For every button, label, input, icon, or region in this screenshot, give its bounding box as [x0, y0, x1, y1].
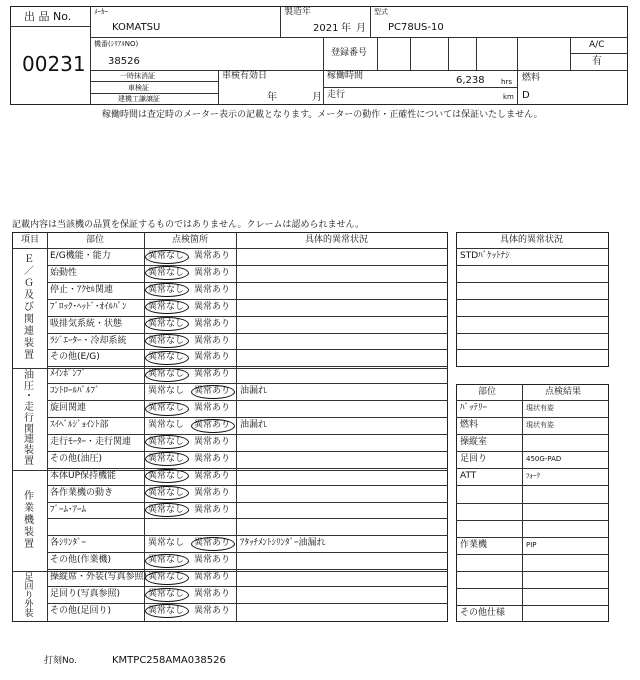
divider: [90, 37, 628, 38]
part-label: E/G機能・能力: [50, 251, 111, 261]
part-label: 各作業機の動き: [50, 487, 114, 498]
row-divider: [456, 417, 609, 418]
ok-circle-mark: [145, 250, 189, 264]
ok-circle-mark: [145, 486, 189, 500]
expiry-month-unit: 月: [312, 92, 322, 103]
row-divider: [456, 299, 609, 300]
group-char: 作: [24, 490, 34, 502]
divider: [410, 37, 411, 70]
ng-option: 異常あり: [194, 504, 231, 515]
group-char: 置: [24, 455, 34, 467]
row-divider: [47, 299, 448, 300]
result-value: PIP: [526, 540, 537, 549]
ok-option: 異常なし: [148, 453, 185, 464]
ng-option: 異常あり: [194, 267, 231, 278]
ng-option: 異常あり: [194, 335, 231, 346]
part-label: 吸排気系統・状態: [50, 318, 123, 329]
row-divider: [456, 316, 609, 317]
ng-option: 異常あり: [194, 386, 231, 397]
ok-circle-mark: [145, 317, 189, 331]
model-value: PC78US-10: [388, 22, 444, 33]
group-char: 装: [24, 526, 34, 538]
ok-option: 異常なし: [148, 318, 185, 329]
row-divider: [456, 248, 609, 249]
construction-cert-label: 建機工謙譲証: [118, 95, 160, 103]
group-char: 圧: [24, 380, 34, 392]
result-part: 作業機: [460, 539, 488, 550]
group-char: 装: [24, 444, 34, 456]
result-part: ATT: [460, 471, 477, 482]
row-divider: [47, 468, 448, 469]
ok-option: 異常なし: [148, 352, 185, 363]
col-check-header: 点検箇所: [172, 235, 209, 245]
ng-option: 異常あり: [194, 318, 231, 329]
ok-option: 異常なし: [148, 386, 185, 397]
row-divider: [47, 316, 448, 317]
group-char: ・: [24, 391, 34, 403]
detail-text: 油漏れ: [240, 420, 268, 430]
col-detail-header: 具体的異常状況: [305, 235, 369, 245]
row-divider: [47, 265, 448, 266]
row-divider: [47, 349, 448, 350]
divider: [476, 37, 477, 70]
row-divider: [47, 485, 448, 486]
group-char: 機: [24, 514, 34, 526]
row-divider: [47, 603, 448, 604]
serial-label: 機番(ｼﾘｱﾙNO): [94, 40, 139, 48]
col-part-header: 部位: [86, 235, 105, 245]
result-value: ﾌｫｰｸ: [526, 472, 540, 481]
divider: [90, 93, 218, 94]
ng-option: 異常あり: [194, 284, 231, 295]
ok-circle-mark: [145, 554, 189, 568]
divider: [570, 37, 571, 70]
result-part: その他仕様: [460, 607, 506, 618]
ok-option: 異常なし: [148, 555, 185, 566]
group-char: Ｅ: [24, 254, 34, 265]
row-divider: [47, 552, 448, 553]
ok-option: 異常なし: [148, 403, 185, 414]
group-char: び: [24, 302, 34, 313]
month-unit: 月: [356, 23, 366, 34]
ok-option: 異常なし: [148, 572, 185, 583]
group-char: 及: [24, 290, 34, 301]
group-char: り: [24, 591, 34, 601]
ok-option: 異常なし: [148, 538, 185, 549]
row-divider: [47, 366, 448, 367]
expiry-year-unit: 年: [267, 92, 277, 103]
part-label: 各ｼﾘﾝﾀﾞｰ: [50, 538, 87, 549]
row-divider: [47, 400, 448, 401]
disclaimer: 記載内容は当該機の品質を保証するものではありません。クレームは認められません。: [12, 220, 365, 230]
ok-option: 異常なし: [148, 301, 185, 312]
divider: [323, 87, 517, 88]
ng-option: 異常あり: [194, 369, 231, 380]
part-label: その他(作業機): [50, 555, 112, 566]
part-label: その他(E/G): [50, 352, 100, 363]
result-value: 450G-PAD: [526, 455, 562, 464]
part-label: その他(油圧): [50, 453, 103, 464]
temp-cancel-cert-label: 一時抹消証: [120, 72, 155, 80]
divider: [323, 37, 324, 105]
hours-unit: hrs: [501, 78, 512, 86]
row-divider: [456, 434, 609, 435]
divider: [10, 26, 90, 27]
group-char: 装: [24, 609, 34, 619]
registration-label: 登録番号: [331, 48, 368, 58]
ng-option: 異常あり: [194, 487, 231, 498]
group-char: 足: [24, 573, 34, 583]
divider: [370, 6, 371, 37]
ng-option: 異常あり: [194, 589, 231, 599]
result-value: 現状有姿: [526, 421, 554, 430]
engraving-label: 打刻No.: [44, 656, 77, 666]
ng-option: 異常あり: [194, 605, 231, 616]
serial-value: 38526: [108, 56, 140, 67]
ng-option: 異常あり: [194, 301, 231, 312]
ng-circle-mark: [191, 385, 235, 399]
result-value: 現状有姿: [526, 404, 554, 412]
row-divider: [456, 349, 609, 350]
part-label: ｽｲﾍﾞﾙｼﾞｮｲﾝﾄ部: [50, 420, 109, 430]
group-char: 連: [24, 326, 34, 337]
inspection-cert-label: 車検証: [128, 84, 149, 92]
divider: [218, 70, 219, 105]
ok-circle-mark: [145, 588, 189, 602]
row-divider: [456, 282, 609, 283]
result-part: 燃料: [460, 420, 479, 431]
right-col-part: 部位: [478, 387, 497, 397]
km-unit: km: [503, 93, 514, 101]
right-detail-row: STDﾊﾞｹｯﾄﾅｼ: [460, 251, 510, 261]
fuel-label: 燃料: [522, 73, 541, 83]
header-frame: [10, 6, 628, 105]
group-char: ／: [24, 266, 34, 277]
divider: [448, 37, 449, 70]
ng-option: 異常あり: [194, 420, 231, 430]
right-detail-header: 具体的異常状況: [500, 235, 564, 245]
hours-label: 稼働時間: [327, 71, 364, 81]
ng-circle-mark: [191, 537, 235, 551]
group-label: [22, 491, 36, 551]
ng-option: 異常あり: [194, 572, 231, 583]
row-divider: [47, 451, 448, 452]
ng-option: 異常あり: [194, 251, 231, 261]
part-label: 操縦席・外装(写真参照): [50, 572, 148, 583]
col-item-header: 項目: [21, 235, 40, 245]
ng-circle-mark: [191, 419, 235, 433]
group-char: 関: [24, 423, 34, 435]
group-char: 装: [24, 338, 34, 349]
row-divider: [456, 333, 609, 334]
row-divider: [456, 503, 609, 504]
ng-option: 異常あり: [194, 436, 231, 447]
group-char: 回: [24, 582, 34, 592]
row-divider: [456, 265, 609, 266]
row-divider: [47, 518, 448, 519]
part-label: 走行ﾓｰﾀｰ・走行関連: [50, 436, 132, 447]
year-value: 2021: [313, 23, 339, 34]
part-label: ﾗｼﾞｴｰﾀｰ・冷却系統: [50, 335, 127, 346]
hours-value: 6,238: [456, 75, 485, 86]
row-divider: [47, 333, 448, 334]
meter-note: 稼働時間は査定時のメーター表示の記載となります。メーターの動作・正確性については保証いたしません。: [102, 110, 543, 120]
detail-text: 油漏れ: [240, 386, 268, 397]
divider: [280, 6, 281, 37]
group-char: 油: [24, 370, 34, 381]
group-char: 連: [24, 434, 34, 446]
ng-option: 異常あり: [194, 555, 231, 566]
ok-circle-mark: [145, 571, 189, 585]
ng-option: 異常あり: [194, 453, 231, 464]
divider: [47, 232, 48, 622]
result-part: 足回り: [460, 454, 488, 465]
part-label: ﾌﾞｰﾑ･ｱｰﾑ: [50, 504, 87, 515]
year-unit: 年: [341, 23, 351, 34]
group-char: 置: [24, 538, 34, 550]
ok-option: 異常なし: [148, 335, 185, 346]
model-label: 型式: [374, 8, 388, 16]
ng-option: 異常あり: [194, 352, 231, 363]
part-label: 足回り(写真参照): [50, 589, 121, 599]
result-part: ﾊﾞｯﾃﾘｰ: [460, 403, 488, 413]
ok-option: 異常なし: [148, 420, 185, 430]
right-col-result: 点検結果: [545, 387, 582, 397]
part-label: ﾌﾞﾛｯｸ･ﾍｯﾄﾞ･ｵｲﾙﾊﾟﾝ: [50, 301, 127, 312]
group-char: 行: [24, 412, 34, 424]
lot-number: 00231: [22, 52, 86, 76]
ok-circle-mark: [145, 503, 189, 517]
run-label: 走行: [327, 90, 346, 100]
ok-option: 異常なし: [148, 267, 185, 278]
group-char: 走: [24, 402, 34, 414]
row-divider: [456, 605, 609, 606]
ok-circle-mark: [145, 368, 189, 382]
group-char: 業: [24, 502, 34, 514]
row-divider: [47, 383, 448, 384]
ng-option: 異常あり: [194, 538, 231, 549]
divider: [570, 53, 628, 54]
row-divider: [456, 537, 609, 538]
group-label: [22, 371, 36, 467]
ok-option: 異常なし: [148, 605, 185, 616]
ok-option: 異常なし: [148, 251, 185, 261]
ok-option: 異常なし: [148, 369, 185, 380]
row-divider: [47, 282, 448, 283]
row-divider: [456, 588, 609, 589]
maker-value: KOMATSU: [112, 22, 161, 33]
part-label: ｺﾝﾄﾛｰﾙﾊﾞﾙﾌﾞ: [50, 386, 100, 397]
ok-option: 異常なし: [148, 504, 185, 515]
divider: [90, 6, 91, 105]
group-char: 関: [24, 314, 34, 325]
part-label: 本体UP保持機能: [50, 470, 117, 481]
part-label: ﾒｲﾝﾎﾟﾝﾌﾟ: [50, 369, 87, 380]
ok-option: 異常なし: [148, 589, 185, 599]
row-divider: [47, 417, 448, 418]
part-label: 始動性: [50, 267, 78, 278]
row-divider: [47, 535, 448, 536]
part-label: 停止・ｱｸｾﾙ関連: [50, 284, 114, 295]
part-label: その他(足回り): [50, 605, 112, 616]
fuel-value: D: [522, 90, 530, 101]
group-char: 外: [24, 600, 34, 610]
year-label: 製造年: [284, 7, 312, 17]
detail-text: ｱﾀｯﾁﾒﾝﾄｼﾘﾝﾀﾞｰ油漏れ: [240, 538, 326, 549]
row-divider: [47, 502, 448, 503]
group-label: [22, 254, 36, 362]
row-divider: [47, 569, 448, 570]
row-divider: [456, 571, 609, 572]
ok-circle-mark: [145, 402, 189, 416]
group-label: [22, 574, 36, 619]
engraving-number: KMTPC258AMA038526: [112, 655, 226, 666]
row-divider: [456, 520, 609, 521]
ac-label: A/C: [589, 40, 605, 50]
ok-option: 異常なし: [148, 436, 185, 447]
row-divider: [456, 468, 609, 469]
row-divider: [456, 451, 609, 452]
ng-option: 異常あり: [194, 403, 231, 414]
inspection-expiry-label: 車検有効日: [222, 71, 268, 81]
result-part: 操縦室: [460, 437, 488, 448]
divider: [90, 81, 218, 82]
divider: [377, 37, 378, 70]
lot-label: 出 品 No.: [24, 10, 72, 23]
divider: [517, 37, 518, 105]
row-divider: [456, 400, 609, 401]
ok-option: 異常なし: [148, 487, 185, 498]
ac-value: 有: [592, 56, 602, 67]
ok-option: 異常なし: [148, 284, 185, 295]
maker-label: ﾒｰｶｰ: [94, 8, 108, 16]
group-char: Ｇ: [24, 278, 34, 289]
row-divider: [47, 586, 448, 587]
row-divider: [456, 554, 609, 555]
divider: [236, 232, 237, 622]
ng-option: 異常あり: [194, 470, 231, 481]
row-divider: [456, 485, 609, 486]
ok-circle-mark: [145, 351, 189, 365]
part-label: 旋回関連: [50, 403, 87, 414]
row-divider: [47, 434, 448, 435]
group-char: 置: [24, 350, 34, 361]
divider: [12, 248, 448, 249]
ok-option: 異常なし: [148, 470, 185, 481]
ok-circle-mark: [145, 334, 189, 348]
